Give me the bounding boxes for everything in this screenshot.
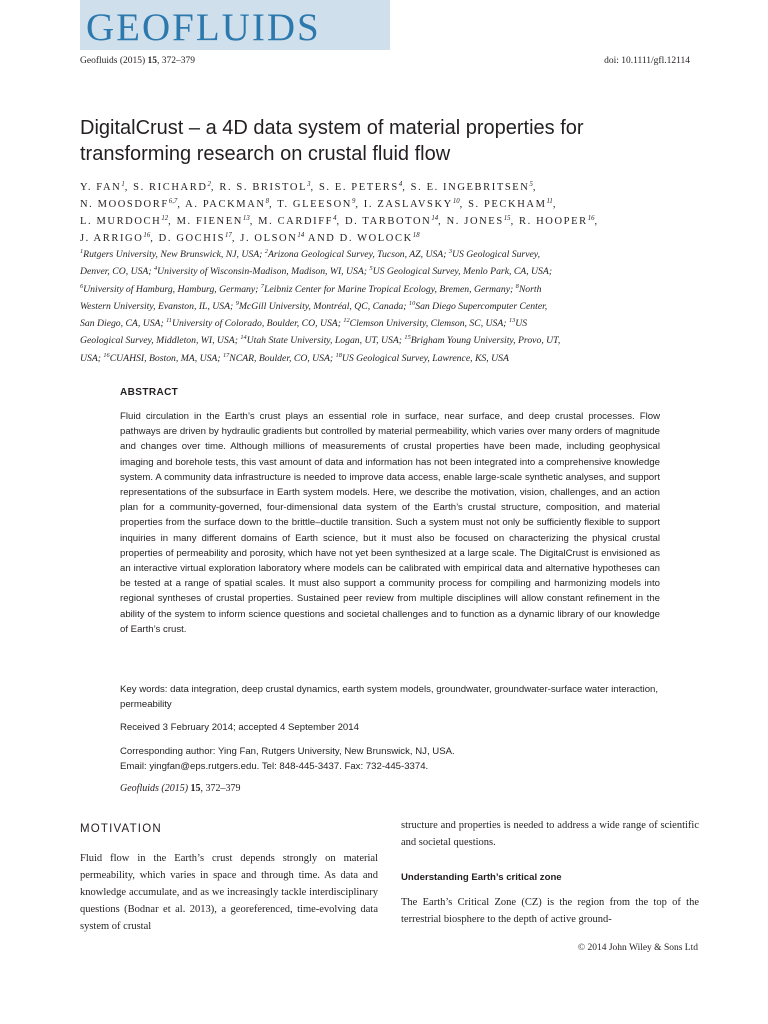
citation-line: Geofluids (2015) 15, 372–379	[120, 783, 241, 794]
critical-zone-heading: Understanding Earth’s critical zone	[401, 872, 562, 883]
received-date: Received 3 February 2014; accepted 4 September 2014	[120, 722, 359, 733]
journal-logo: GEOFLUIDS	[86, 6, 321, 49]
copyright-footer: © 2014 John Wiley & Sons Ltd	[577, 943, 698, 953]
article-title: DigitalCrust – a 4D data system of material properties for transforming research on crustal fluid flow	[80, 117, 584, 165]
motivation-paragraph-cont: structure and properties is needed to address a wide range of scientific and societal questions.	[401, 820, 699, 848]
critical-zone-paragraph: The Earth’s Critical Zone (CZ) is the region from the top of the terrestrial biosphere to the depth of active ground-	[401, 897, 699, 925]
journal-banner	[80, 0, 390, 50]
affiliations: $^1$Rutgers University, New Brunswick, NJ, USA; $^2$Arizona Geological Survey, Tucson, AZ, USA; $^3$US Geological Survey, Denver, CO, USA; $^4$University of Wisconsin-Madison, Madison, WI, USA; $^5$US Geological Survey, Menlo Park, CA, USA; $^6$University of Hamburg, Hamburg, Germany; $^7$Leibniz Center for Marine Tropical Ecology, Bremen, Germany; $^8$North Western University, Evanston, IL, USA; $^9$McGill University, Montréal, QC, Canada; $^{10}$San Diego Supercomputer Center, San Diego, CA, USA; $^{11}$University of Colorado, Boulder, CO, USA; $^{12}$Clemson University, Clemson, SC, USA; $^{13}$US Geological Survey, Middleton, WI, USA; $^{14}$Utah State University, Logan, UT, USA; $^{15}$Brigham Young University, Provo, UT, USA; $^{16}$CUAHSI, Boston, MA, USA; $^{17}$NCAR, Boulder, CO, USA; $^{18}$US Geological Survey, Lawrence, KS, USA	[80, 248, 561, 364]
corresponding-author: Corresponding author: Ying Fan, Rutgers University, New Brunswick, NJ, USA.	[120, 746, 455, 757]
abstract-heading: ABSTRACT	[120, 387, 179, 398]
author-list: Y. FAN$^1$, S. RICHARD$^2$, R. S. BRISTOL$^3$, S. E. PETERS$^4$, S. E. INGEBRITSEN$^5$, N. MOOSDORF$^{6,7}$, A. PACKMAN$^8$, T. GLEESON$^9$, I. ZASLAVSKY$^{10}$, S. PECKHAM$^{11}$, L. MURDOCH$^{12}$, M. FIENEN$^{13}$, M. CARDIFF$^4$, D. TARBOTON$^{14}$, N. JONES$^{15}$, R. HOOPER$^{16}$, J. ARRIGO$^{16}$, D. GOCHIS$^{17}$, J. OLSON$^{14}$ AND D. WOLOCK$^{18}$	[80, 181, 599, 244]
motivation-paragraph: Fluid flow in the Earth’s crust depends strongly on material permeability, which varies in space and through time. As data and knowledge accumulate, and as we increasingly tackle interdisciplinary questions (Bodnar et al. 2013), a georeferenced, time-evolving data system of crustal	[80, 853, 378, 932]
abstract-text: Fluid circulation in the Earth’s crust plays an essential role in surface, near surface, and deep crustal processes. Flow pathways are driven by hydraulic gradients but controlled by material permeability, which varies over many orders of magnitude and changes over time. Although millions of measurements of crustal properties have been made, including geophysical imaging and borehole tests, this vast amount of data and information has not been integrated into a comprehensive knowledge system. A community data infrastructure is needed to improve data access, enable large-scale synthetic analyses, and support representations of the subsurface in Earth system models. Here, we describe the motivation, vision, challenges, and an action plan for a community-governed, four-dimensional data system of the Earth’s crustal structure, composition, and material properties from the surface down to the brittle–ductile transition. Such a system must not only be sufficiently flexible to support inquiries in many different domains of Earth science, but it must also be focused on characterizing the physical crustal properties of permeability and porosity, which have not yet been synthesized at a large scale. The DigitalCrust is envisioned as an interactive virtual exploration laboratory where models can be calibrated with empirical data and alternative hypotheses can be tested at a range of spatial scales. It must also support a community process for compiling and harmonizing models into regional syntheses of crustal properties. Sustained peer review from multiple disciplines will allow constant refinement in the ability of the system to inform science questions and societal challenges and to function as a dynamic library of our knowledge of Earth’s crust.	[120, 411, 660, 635]
motivation-heading: MOTIVATION	[80, 823, 162, 835]
journal-citation-header: Geofluids (2015) 15, 372–379	[80, 56, 196, 66]
contact-email[interactable]: Email: yingfan@eps.rutgers.edu. Tel: 848-445-3437. Fax: 732-445-3374.	[120, 761, 429, 772]
keywords: Key words: data integration, deep crustal dynamics, earth system models, groundwater, groundwater-surface water interaction, permeability	[120, 684, 659, 711]
doi[interactable]: doi: 10.1111/gfl.12114	[604, 56, 690, 66]
